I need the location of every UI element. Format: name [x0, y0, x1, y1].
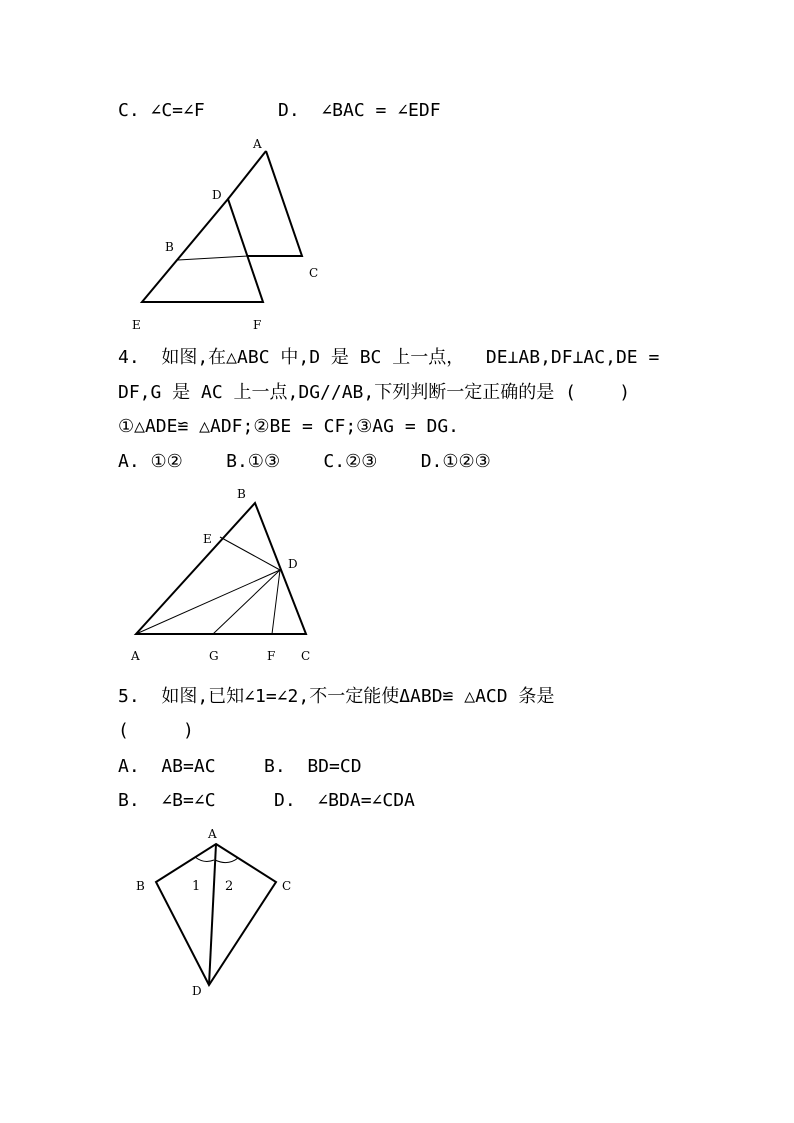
- figure-3-kite: [130, 820, 300, 1005]
- q5-option-b: B. BD=CD: [264, 756, 362, 777]
- label-f: F: [253, 318, 262, 332]
- label-c: C: [301, 649, 311, 663]
- angle-2-arc: [215, 858, 238, 863]
- kite-abdc: [156, 844, 276, 985]
- q4-options: A. ①② B.①③ C.②③ D.①②③: [118, 451, 491, 472]
- label-b: B: [237, 487, 246, 501]
- label-f: F: [267, 649, 276, 663]
- label-c: C: [309, 266, 319, 280]
- triangle-abc: [248, 151, 302, 256]
- angle-2-label: 2: [225, 879, 234, 894]
- segment-d-a: [136, 570, 280, 634]
- label-b: B: [136, 879, 145, 893]
- label-d: D: [212, 188, 222, 202]
- label-a: A: [131, 649, 140, 663]
- label-g: G: [209, 649, 219, 663]
- q3-option-d: D. ∠BAC = ∠EDF: [278, 100, 441, 121]
- q3-option-c: C. ∠C=∠F: [118, 100, 205, 121]
- q4-line-1: 4. 如图,在△ABC 中,D 是 BC 上一点， DE⊥AB,DF⊥AC,DE =: [118, 347, 660, 368]
- label-a: A: [253, 137, 262, 151]
- label-a: A: [208, 827, 217, 841]
- segment-b-c: [178, 256, 248, 260]
- angle-1-label: 1: [192, 879, 201, 894]
- figure-1-triangles: [120, 130, 340, 340]
- q5-option-a: A. AB=AC: [118, 756, 216, 777]
- q4-line-3: ①△ADE≌ △ADF;②BE = CF;③AG = DG.: [118, 416, 460, 437]
- label-c: C: [282, 879, 292, 893]
- segment-a-d: [209, 844, 216, 985]
- q5-option-d: D. ∠BDA=∠CDA: [274, 790, 415, 811]
- label-b: B: [165, 240, 174, 254]
- label-d: D: [192, 984, 202, 998]
- q5-line-2: ( ): [118, 720, 194, 741]
- q5-option-c: B. ∠B=∠C: [118, 790, 216, 811]
- label-e: E: [132, 318, 141, 332]
- figure-2-triangle: [120, 480, 330, 670]
- segment-a-d: [228, 151, 266, 199]
- triangle-abc: [136, 503, 306, 634]
- triangle-def: [142, 199, 263, 302]
- q5-line-1: 5. 如图,已知∠1=∠2,不一定能使ΔABD≌ △ACD 条是: [118, 686, 555, 707]
- segment-d-f: [272, 570, 280, 634]
- angle-1-arc: [195, 857, 214, 861]
- q4-line-2: DF,G 是 AC 上一点,DG//AB,下列判断一定正确的是 ( ): [118, 382, 631, 403]
- label-e: E: [203, 532, 212, 546]
- label-d: D: [288, 557, 298, 571]
- segment-d-g: [213, 570, 280, 634]
